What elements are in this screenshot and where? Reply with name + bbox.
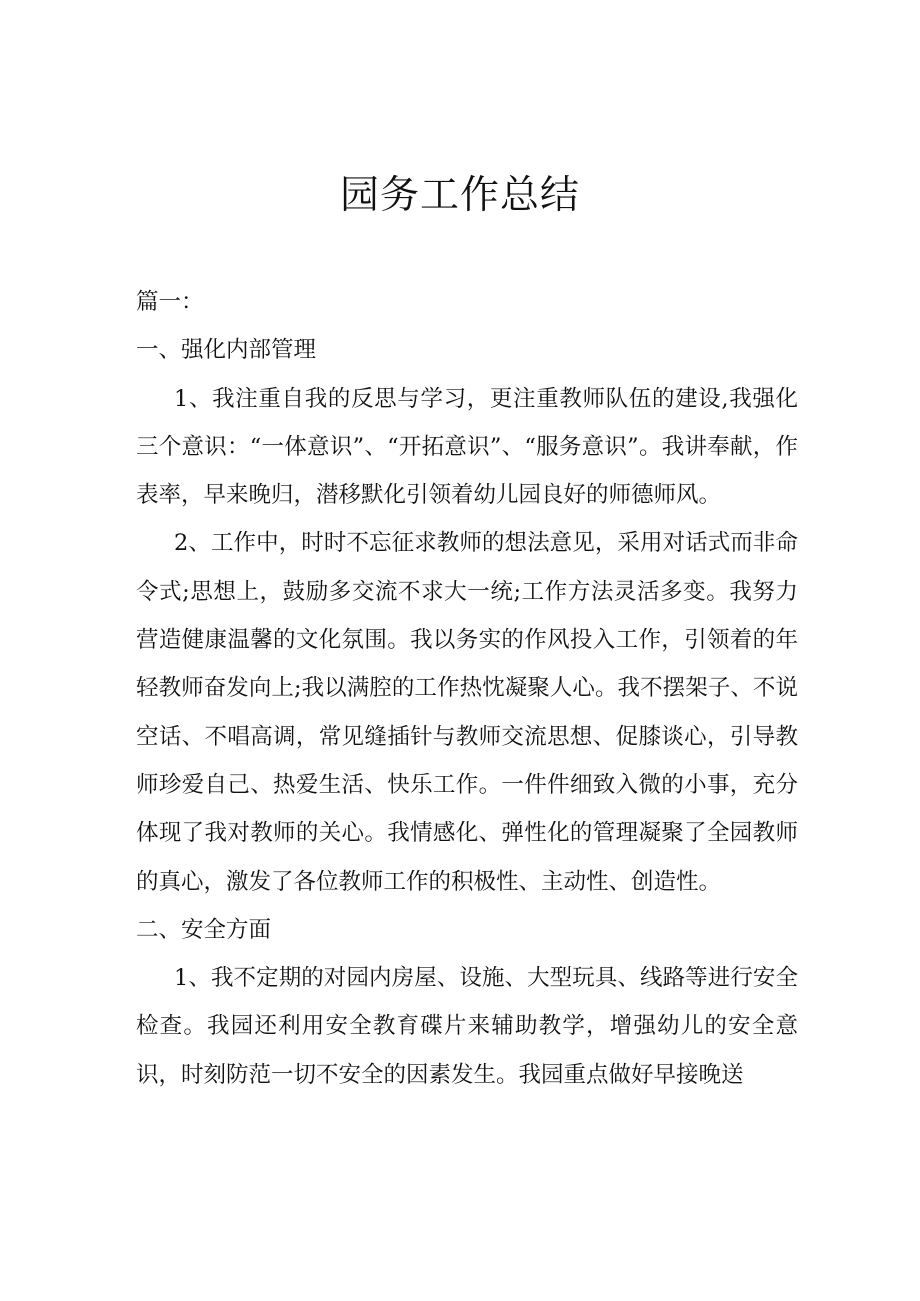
paragraph-section-heading-1: 一、强化内部管理 [136, 337, 317, 364]
paragraph-2: 2、工作中，时时不忘征求教师的想法意见，采用对话式而非命令式;思想上，鼓励多交流不求大一统;工作方法灵活多变。我努力营造健康温馨的文化氛围。我以务实的作风投入工作，引领着的年轻教师奋发向上;我以满腔的工作热忱凝聚人心。我不摆架子、不说空话、不唱高调，常见缝插针与教师交流思想、促膝谈心，引导教师珍爱自己、热爱生活、快乐工作。一件件细致入微的小事，充分体现了我对教师的关心。我情感化、弹性化的管理凝聚了全园教师的真心，激发了各位教师工作的积极性、主动性、创造性。 [136, 530, 798, 895]
paragraph-1: 1、我注重自我的反思与学习，更注重教师队伍的建设,我强化三个意识：“一体意识”、“开拓意识”、“服务意识”。我讲奉献，作表率，早来晚归，潜移默化引领着幼儿园良好的师德师风。 [136, 385, 798, 509]
document-title: 园务工作总结 [339, 173, 580, 218]
paragraph-3: 1、我不定期的对园内房屋、设施、大型玩具、线路等进行安全检查。我园还利用安全教育碟片来辅助教学，增强幼儿的安全意识，时刻防范一切不安全的因素发生。我园重点做好早接晚送 [136, 965, 798, 1088]
paragraph-section-heading-2: 二、安全方面 [136, 916, 272, 943]
paragraph-heading-part: 篇一： [136, 289, 204, 315]
document-body [136, 278, 798, 1099]
